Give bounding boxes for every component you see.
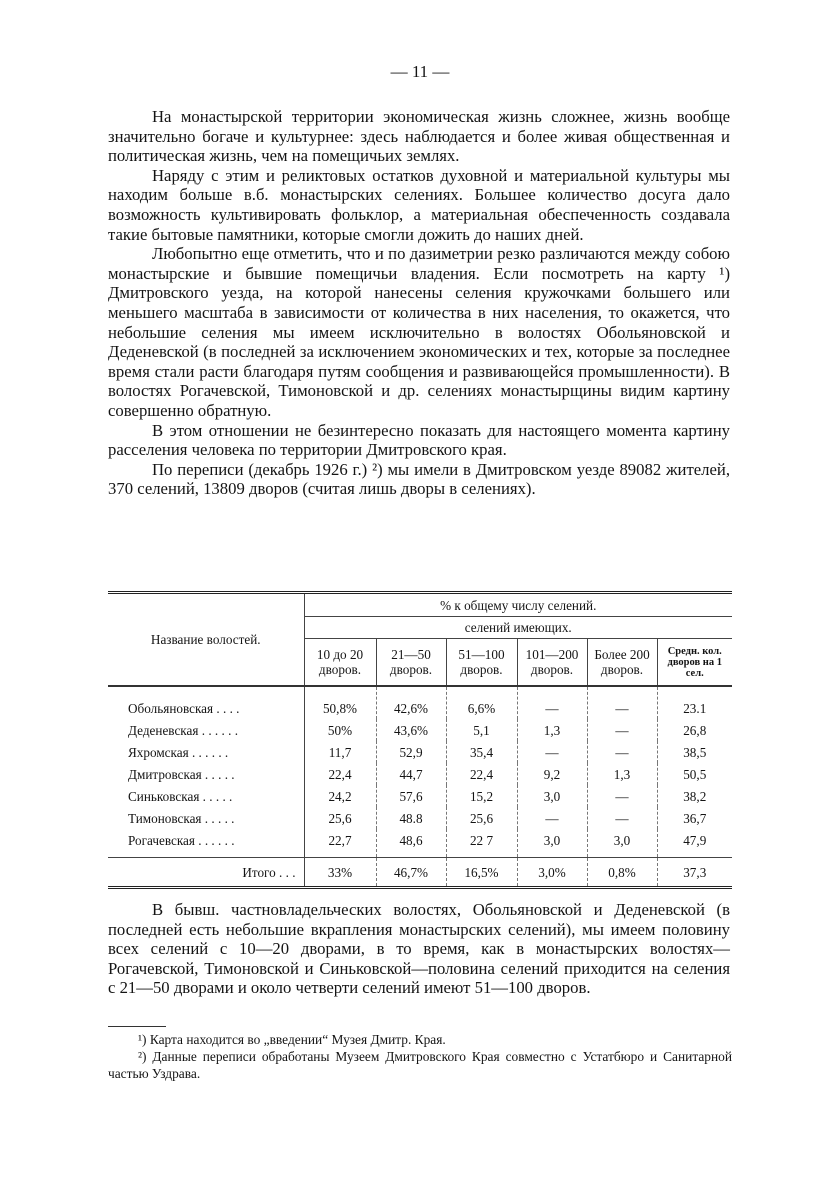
table-cell: 57,6 — [376, 785, 446, 807]
table-row — [108, 686, 732, 719]
table-cell: 52,9 — [376, 741, 446, 763]
table-cell: — — [587, 719, 657, 741]
table-cell: 48,6 — [376, 829, 446, 858]
page-number: — 11 — — [390, 62, 450, 81]
table-cell: 11,7 — [304, 741, 376, 763]
table-cell: 15,2 — [446, 785, 517, 807]
table-cell: — — [587, 785, 657, 807]
table-cell: 22,7 — [304, 829, 376, 858]
table-cell: 9,2 — [517, 763, 587, 785]
region-name: Синьковская . . . . . — [108, 785, 304, 807]
table-cell: 3,0 — [517, 785, 587, 807]
paragraph: В бывш. частновладельческих волостях, Обольяновской и Деденевской (в последней есть небольшие вкрапления монастырских селений), мы имеем половину всех селений с 10—20 дворами, в то время, как в монастырских волостях—Рогачевской, Тимоновской и Синьковской—половина селений приходится на селения с 21—50 дворами и около четверти селений имеют 51—100 дворов. — [108, 900, 730, 998]
table-cell: 3,0 — [517, 829, 587, 858]
table-cell: 1,3 — [587, 763, 657, 785]
header-percent: % к общему числу селений. — [304, 593, 732, 617]
table-cell: 36,7 — [657, 807, 732, 829]
body-text-bottom — [108, 900, 730, 998]
table-cell: 1,3 — [517, 719, 587, 741]
footnote: ²) Данные переписи обработаны Музеем Дмитровского Края совместно с Устатбюро и Санитарной частью Уздрава. — [108, 1049, 732, 1081]
table-cell: 35,4 — [446, 741, 517, 763]
table-cell: — — [587, 686, 657, 719]
total-cell: 33% — [304, 858, 376, 888]
table-row — [108, 719, 732, 741]
table-cell: — — [587, 807, 657, 829]
paragraph: На монастырской территории экономическая жизнь сложнее, жизнь вообще значительно богаче и культурнее: здесь наблюдается и более живая общественная и политическая жизнь, чем на помещичьих землях. — [108, 107, 730, 166]
column-header: 101—200 дворов. — [517, 639, 587, 687]
table-cell: 50,8% — [304, 686, 376, 719]
region-name: Деденевская . . . . . . — [108, 719, 304, 741]
column-header: Средн. кол. дворов на 1 сел. — [657, 639, 732, 687]
table-cell: 26,8 — [657, 719, 732, 741]
region-name: Яхромская . . . . . . — [108, 741, 304, 763]
table-cell: 3,0 — [587, 829, 657, 858]
table-cell: 43,6% — [376, 719, 446, 741]
table-cell: — — [587, 741, 657, 763]
column-header: 10 до 20 дворов. — [304, 639, 376, 687]
table-cell: 24,2 — [304, 785, 376, 807]
region-name: Тимоновская . . . . . — [108, 807, 304, 829]
footnote-divider — [108, 1026, 166, 1027]
table-row — [108, 829, 732, 858]
column-header: 21—50 дворов. — [376, 639, 446, 687]
table-row — [108, 741, 732, 763]
census-table — [108, 591, 732, 889]
table-cell: — — [517, 741, 587, 763]
table-cell: 25,6 — [304, 807, 376, 829]
column-header: Более 200 дворов. — [587, 639, 657, 687]
table-cell: 50,5 — [657, 763, 732, 785]
column-header: 51—100 дворов. — [446, 639, 517, 687]
body-text-top — [108, 107, 730, 499]
paragraph: Любопытно еще отметить, что и по дазиметрии резко различаются между собою монастырские и бывшие помещичьи владения. Если посмотреть на карту ¹) Дмитровского уезда, на которой нанесены селения кружочками большего или меньшего масштаба в зависимости от количества в них населения, то окажется, что небольшие селения мы имеем исключительно в волостях Обольяновской и Деденевской (в последней за исключением экономических и тех, которые за последнее время стали расти благодаря путям сообщения и развивающейся промышленности). В волостях Рогачевской, Тимоновской и др. селениях монастырщины видим картину совершенно обратную. — [108, 244, 730, 420]
table-cell: 22,4 — [304, 763, 376, 785]
total-cell: 16,5% — [446, 858, 517, 888]
paragraph: Наряду с этим и реликтовых остатков духовной и материальной культуры мы находим больше в.б. монастырских селениях. Большее количество досуга дало возможность культивировать фольклор, а материальная обеспеченность создавала такие бытовые памятники, которые смогли дожить до наших дней. — [108, 165, 730, 244]
total-cell: 46,7% — [376, 858, 446, 888]
paragraph: В этом отношении не безинтересно показать для настоящего момента картину расселения человека по территории Дмитровского края. — [108, 420, 730, 460]
region-name: Рогачевская . . . . . . — [108, 829, 304, 858]
total-row — [108, 858, 732, 888]
footnotes — [108, 1031, 732, 1082]
table-cell: 42,6% — [376, 686, 446, 719]
table-cell: 5,1 — [446, 719, 517, 741]
table-cell: — — [517, 686, 587, 719]
header-having: селений имеющих. — [304, 617, 732, 639]
table-cell: 25,6 — [446, 807, 517, 829]
total-cell: 3,0% — [517, 858, 587, 888]
table-row — [108, 807, 732, 829]
region-name: Обольяновская . . . . — [108, 686, 304, 719]
table-row — [108, 785, 732, 807]
table-row — [108, 763, 732, 785]
table-cell: 48.8 — [376, 807, 446, 829]
table-cell: 23.1 — [657, 686, 732, 719]
table-cell: 22,4 — [446, 763, 517, 785]
table-cell: 38,5 — [657, 741, 732, 763]
table-cell: 38,2 — [657, 785, 732, 807]
total-label: Итого . . . — [108, 858, 304, 888]
total-cell: 37,3 — [657, 858, 732, 888]
total-cell: 0,8% — [587, 858, 657, 888]
table-cell: — — [517, 807, 587, 829]
region-name: Дмитровская . . . . . — [108, 763, 304, 785]
header-region-name: Название волостей. — [108, 593, 304, 687]
paragraph: По переписи (декабрь 1926 г.) ²) мы имели в Дмитровском уезде 89082 жителей, 370 селений, 13809 дворов (считая лишь дворы в селениях). — [108, 459, 730, 499]
table-cell: 6,6% — [446, 686, 517, 719]
table-cell: 47,9 — [657, 829, 732, 858]
table-cell: 22 7 — [446, 829, 517, 858]
footnote: ¹) Карта находится во „введении“ Музея Дмитр. Края. — [138, 1032, 446, 1047]
table-cell: 50% — [304, 719, 376, 741]
table-cell: 44,7 — [376, 763, 446, 785]
